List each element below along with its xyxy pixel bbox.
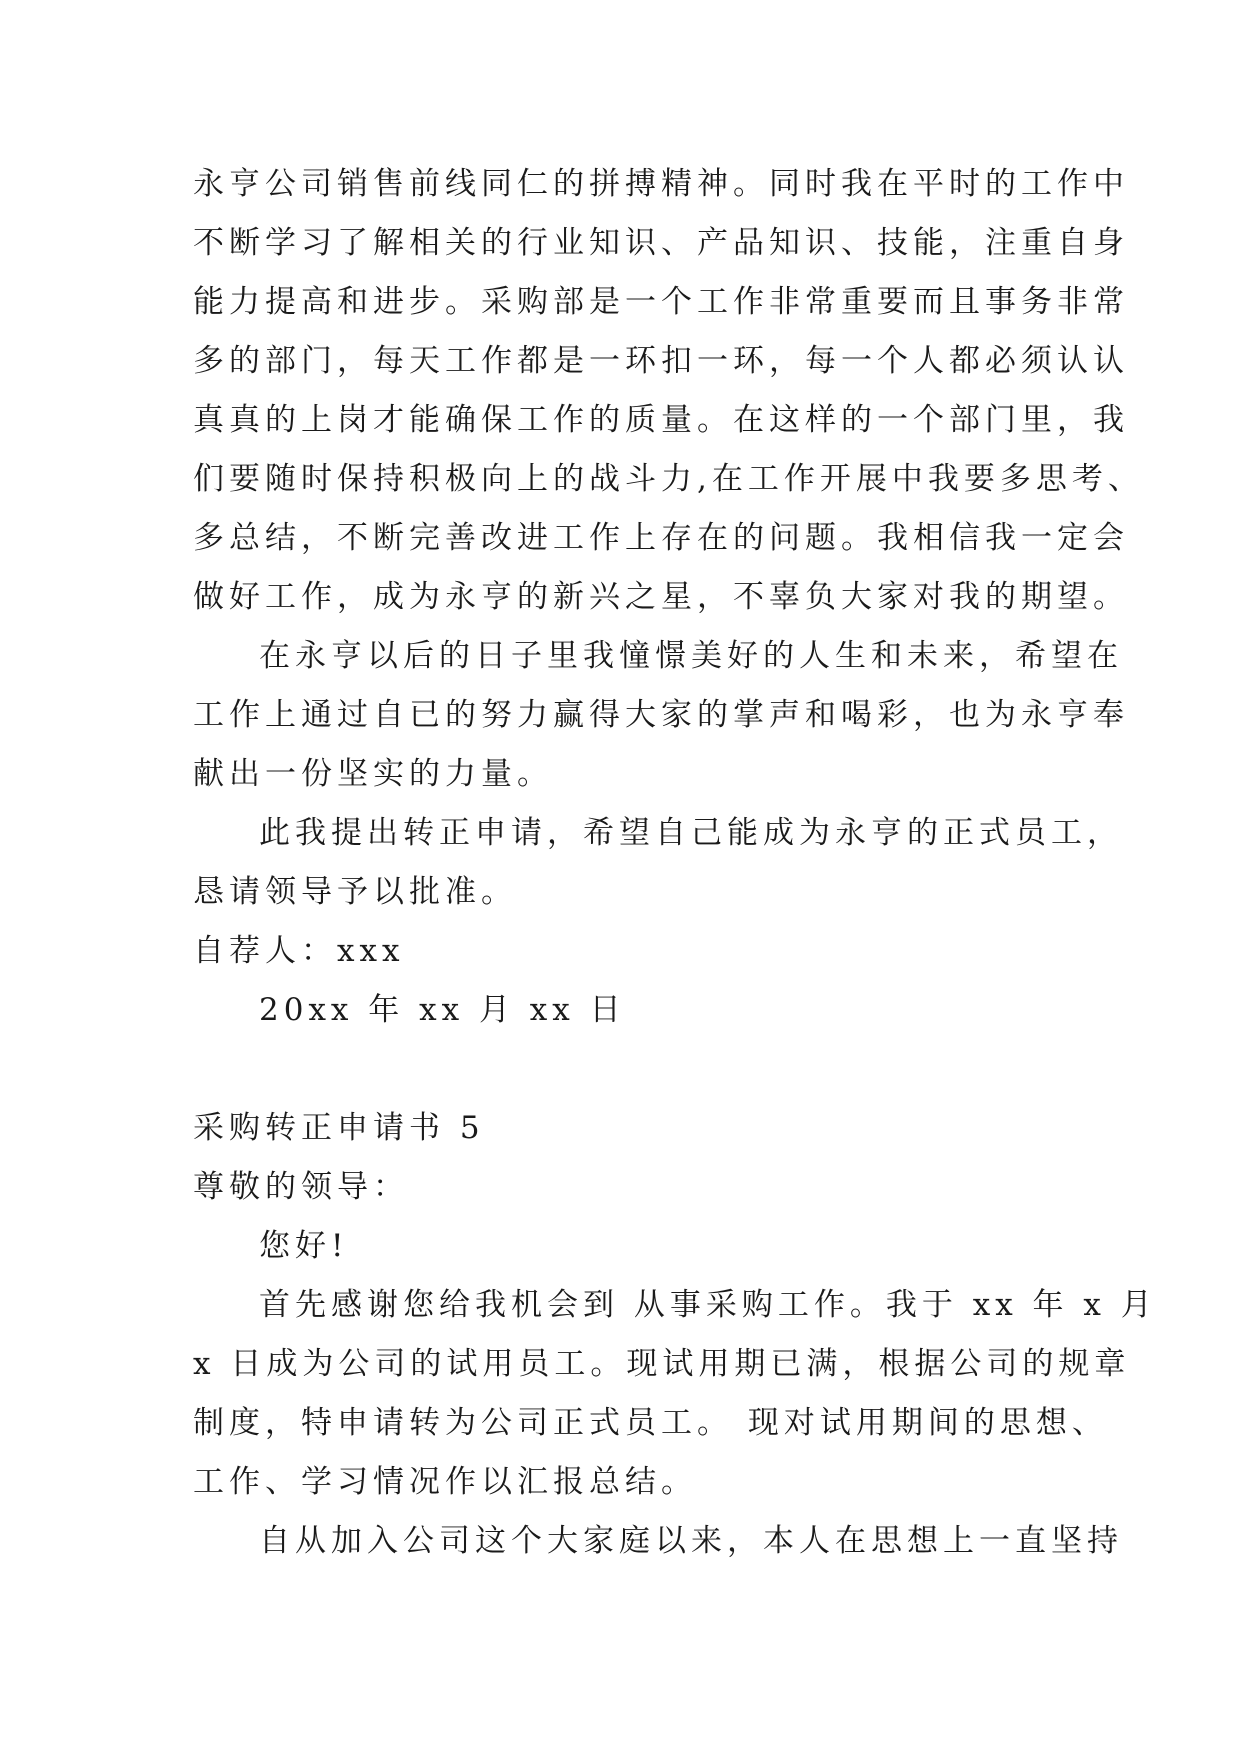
greeting: 您好! — [259, 1228, 349, 1264]
paragraph-line: 做好工作，成为永亨的新兴之星，不辜负大家对我的期望。 — [193, 579, 1129, 615]
paragraph-line: 多的部门，每天工作都是一环扣一环，每一个人都必须认认 — [193, 343, 1129, 379]
salutation: 尊敬的领导： — [193, 1169, 409, 1205]
paragraph-line: 在永亨以后的日子里我憧憬美好的人生和未来，希望在 — [259, 638, 1123, 674]
paragraph-line: 不断学习了解相关的行业知识、产品知识、技能，注重自身 — [193, 225, 1129, 261]
paragraph-line: 献出一份坚实的力量。 — [193, 756, 553, 792]
document-body — [193, 155, 1157, 1571]
paragraph-line: 恳请领导予以批准。 — [193, 874, 517, 910]
paragraph-line: 首先感谢您给我机会到 从事采购工作。我于 xx 年 x 月 — [259, 1287, 1157, 1323]
paragraph-line: 工作、学习情况作以汇报总结。 — [193, 1464, 697, 1500]
paragraph-line: 真真的上岗才能确保工作的质量。在这样的一个部门里，我 — [193, 402, 1129, 438]
paragraph-line: 此我提出转正申请，希望自己能成为永亨的正式员工， — [259, 815, 1123, 851]
paragraph-line: 制度，特申请转为公司正式员工。 现对试用期间的思想、 — [193, 1405, 1108, 1441]
paragraph-line: 工作上通过自已的努力赢得大家的掌声和喝彩，也为永亨奉 — [193, 697, 1129, 733]
date-line: 20xx 年 xx 月 xx 日 — [259, 992, 626, 1028]
paragraph-line: 永亨公司销售前线同仁的拼搏精神。同时我在平时的工作中 — [193, 166, 1129, 202]
paragraph-line: 能力提高和进步。采购部是一个工作非常重要而且事务非常 — [193, 284, 1129, 320]
paragraph-line: 自从加入公司这个大家庭以来，本人在思想上一直坚持 — [259, 1523, 1123, 1559]
paragraph-line: 多总结，不断完善改进工作上存在的问题。我相信我一定会 — [193, 520, 1129, 556]
signature-line: 自荐人：xxx — [193, 933, 405, 969]
paragraph-line: x 日成为公司的试用员工。现试用期已满，根据公司的规章 — [193, 1346, 1131, 1382]
section-title: 采购转正申请书 5 — [193, 1110, 485, 1146]
blank-gap — [193, 1040, 1093, 1099]
paragraph-line: 们要随时保持积极向上的战斗力,在工作开展中我要多思考、 — [193, 461, 1144, 497]
